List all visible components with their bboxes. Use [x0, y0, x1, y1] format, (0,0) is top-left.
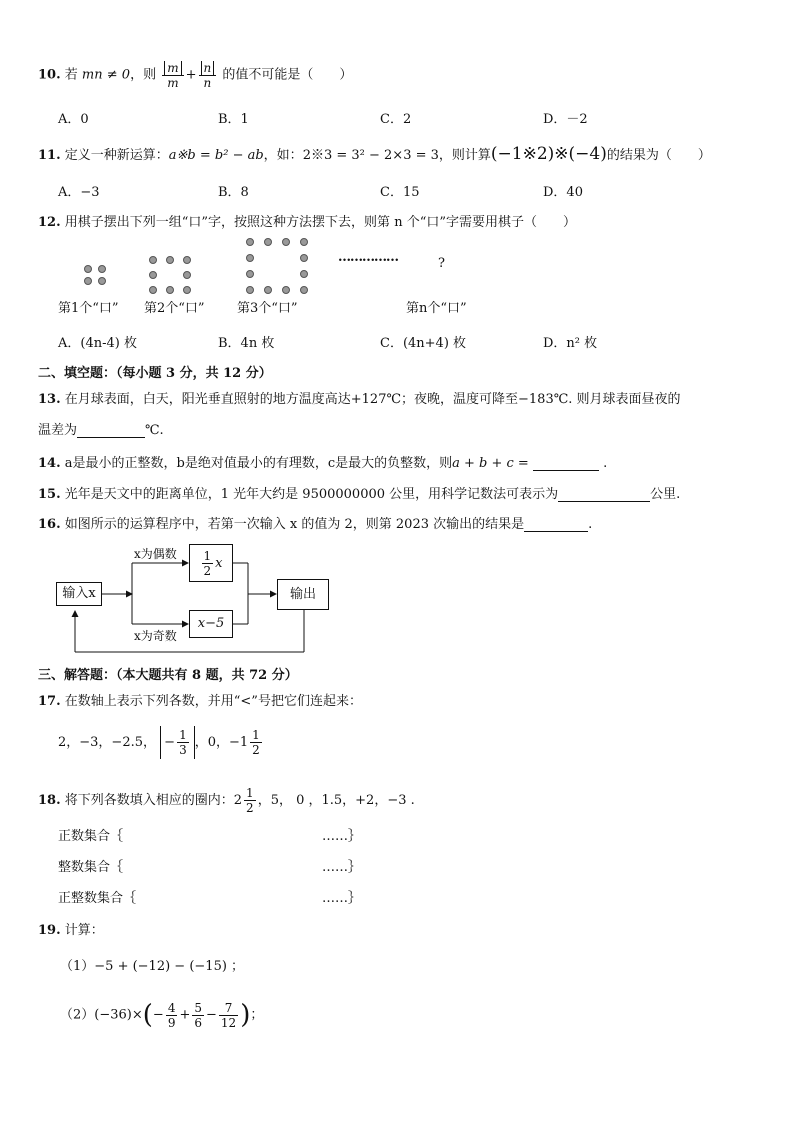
q12-label-1: 第1个“口” — [58, 301, 119, 316]
q14-stem: 14. a是最小的正整数，b是绝对值最小的有理数，c是最大的负整数，则a + b + c = . — [38, 456, 608, 471]
q11-stem: 11. 定义一种新运算：a※b = b² − ab，如：2※3 = 3² − 2×3 = 3，则计算(−1※2)※(−4)的结果为（ ） — [38, 144, 711, 164]
q11-option-a: A．−3 — [58, 185, 100, 200]
flow-input-box: 输入x — [56, 582, 102, 606]
q10-option-c: C．2 — [380, 112, 412, 127]
q11-expression: (−1※2)※(−4) — [490, 144, 607, 164]
q13-line2: 温差为 ℃. — [38, 423, 164, 438]
q10-post: 的值不可能是（ ） — [222, 67, 353, 83]
q11-option-b: B．8 — [218, 185, 249, 200]
q12-ellipsis: …………… — [338, 250, 398, 265]
q16-stem: 16. 如图所示的运算程序中，若第一次输入 x 的值为 2，则第 2023 次输出的结果是 . — [38, 517, 593, 532]
q10-option-d: D．－2 — [543, 112, 588, 127]
flow-odd-label: x为奇数 — [134, 629, 177, 643]
q12-option-d: D．n² 枚 — [543, 336, 598, 351]
q18-set-pos-integer-end: ……｝ — [322, 891, 362, 906]
q11-option-d: D．40 — [543, 185, 583, 200]
q10-number: 10. — [38, 67, 61, 83]
q12-label-n: 第n个“口” — [406, 301, 467, 316]
q10-option-b: B．1 — [218, 112, 249, 127]
q10-mid: ，则 — [130, 67, 157, 83]
q17-abs-value: − $\frac{1}{3}$ — [160, 726, 195, 759]
q13-line1: 13. 在月球表面，白天，阳光垂直照射的地方温度高达+127℃；夜晚，温度可降至−183℃. 则月球表面昼夜的 — [38, 392, 681, 407]
q10-pre: 若 — [64, 67, 78, 83]
q18-set-positive-end: ……｝ — [322, 829, 362, 844]
q18-set-integer-end: ……｝ — [322, 860, 362, 875]
q18-set-positive-label: 正数集合｛ — [58, 829, 124, 844]
q12-option-b: B．4n 枚 — [218, 336, 275, 351]
q19-stem: 19. 计算： — [38, 923, 104, 938]
q18-set-integer-label: 整数集合｛ — [58, 860, 124, 875]
flow-minus5-box: x−5 — [189, 610, 233, 638]
q12-label-3: 第3个“口” — [237, 301, 298, 316]
q12-stem: 12. 用棋子摆出下列一组“口”字，按照这种方法摆下去，则第 n 个“口”字需要用棋子（ ） — [38, 215, 576, 230]
flow-even-label: x为偶数 — [134, 547, 177, 561]
q10-condition: mn ≠ 0 — [81, 67, 131, 83]
q12-question-mark: ? — [438, 256, 445, 271]
q12-option-a: A．(4n-4) 枚 — [58, 336, 137, 351]
section-2-title: 二、填空题：（每小题 3 分，共 12 分） — [38, 366, 272, 381]
q12-option-c: C．(4n+4) 枚 — [380, 336, 467, 351]
q19-part1: （1）−5 + (−12) − (−15) ； — [60, 959, 245, 974]
q11-option-c: C．15 — [380, 185, 420, 200]
q10-frac-n: $\frac{n}{n}$ — [199, 60, 217, 90]
q11-definition: a※b = b² − ab — [168, 148, 264, 163]
q10-stem: 10. 若 mn ≠ 0，则 $\frac{m}{m}$ + $\frac{n}{n}$ 的值不可能是（ ） — [38, 60, 353, 90]
flow-output-box: 输出 — [277, 579, 329, 610]
q10-frac-m: $\frac{m}{m}$ — [162, 60, 183, 90]
q18-stem: 18. 将下列各数填入相应的圈内：2 $\frac{1}{2}$ ，5， 0 ，1.5，+2，−3 . — [38, 786, 415, 815]
q19-part2: （2）(−36)×(− $\frac{4}{9}$ + $\frac{5}{6}$ − $\frac{7}{12}$ )； — [60, 1000, 264, 1030]
q18-set-pos-integer-label: 正整数集合｛ — [58, 891, 137, 906]
q11-example: 2※3 = 3² − 2×3 = 3 — [302, 148, 439, 163]
q17-stem: 17. 在数轴上表示下列各数，并用“<”号把它们连起来： — [38, 694, 362, 709]
q17-numbers: 2，−3，−2.5， − $\frac{1}{3}$ ，0，−1 $\frac{1}{2}$ — [58, 728, 260, 757]
q15-stem: 15. 光年是天文中的距离单位，1 光年大约是 9500000000 公里，用科学记数法可表示为 公里. — [38, 487, 681, 502]
section-3-title: 三、解答题：（本大题共有 8 题，共 72 分） — [38, 668, 298, 683]
q10-option-a: A．0 — [58, 112, 89, 127]
flow-half-box: $\frac{1}{2}$ x — [189, 544, 233, 582]
q12-label-2: 第2个“口” — [144, 301, 205, 316]
